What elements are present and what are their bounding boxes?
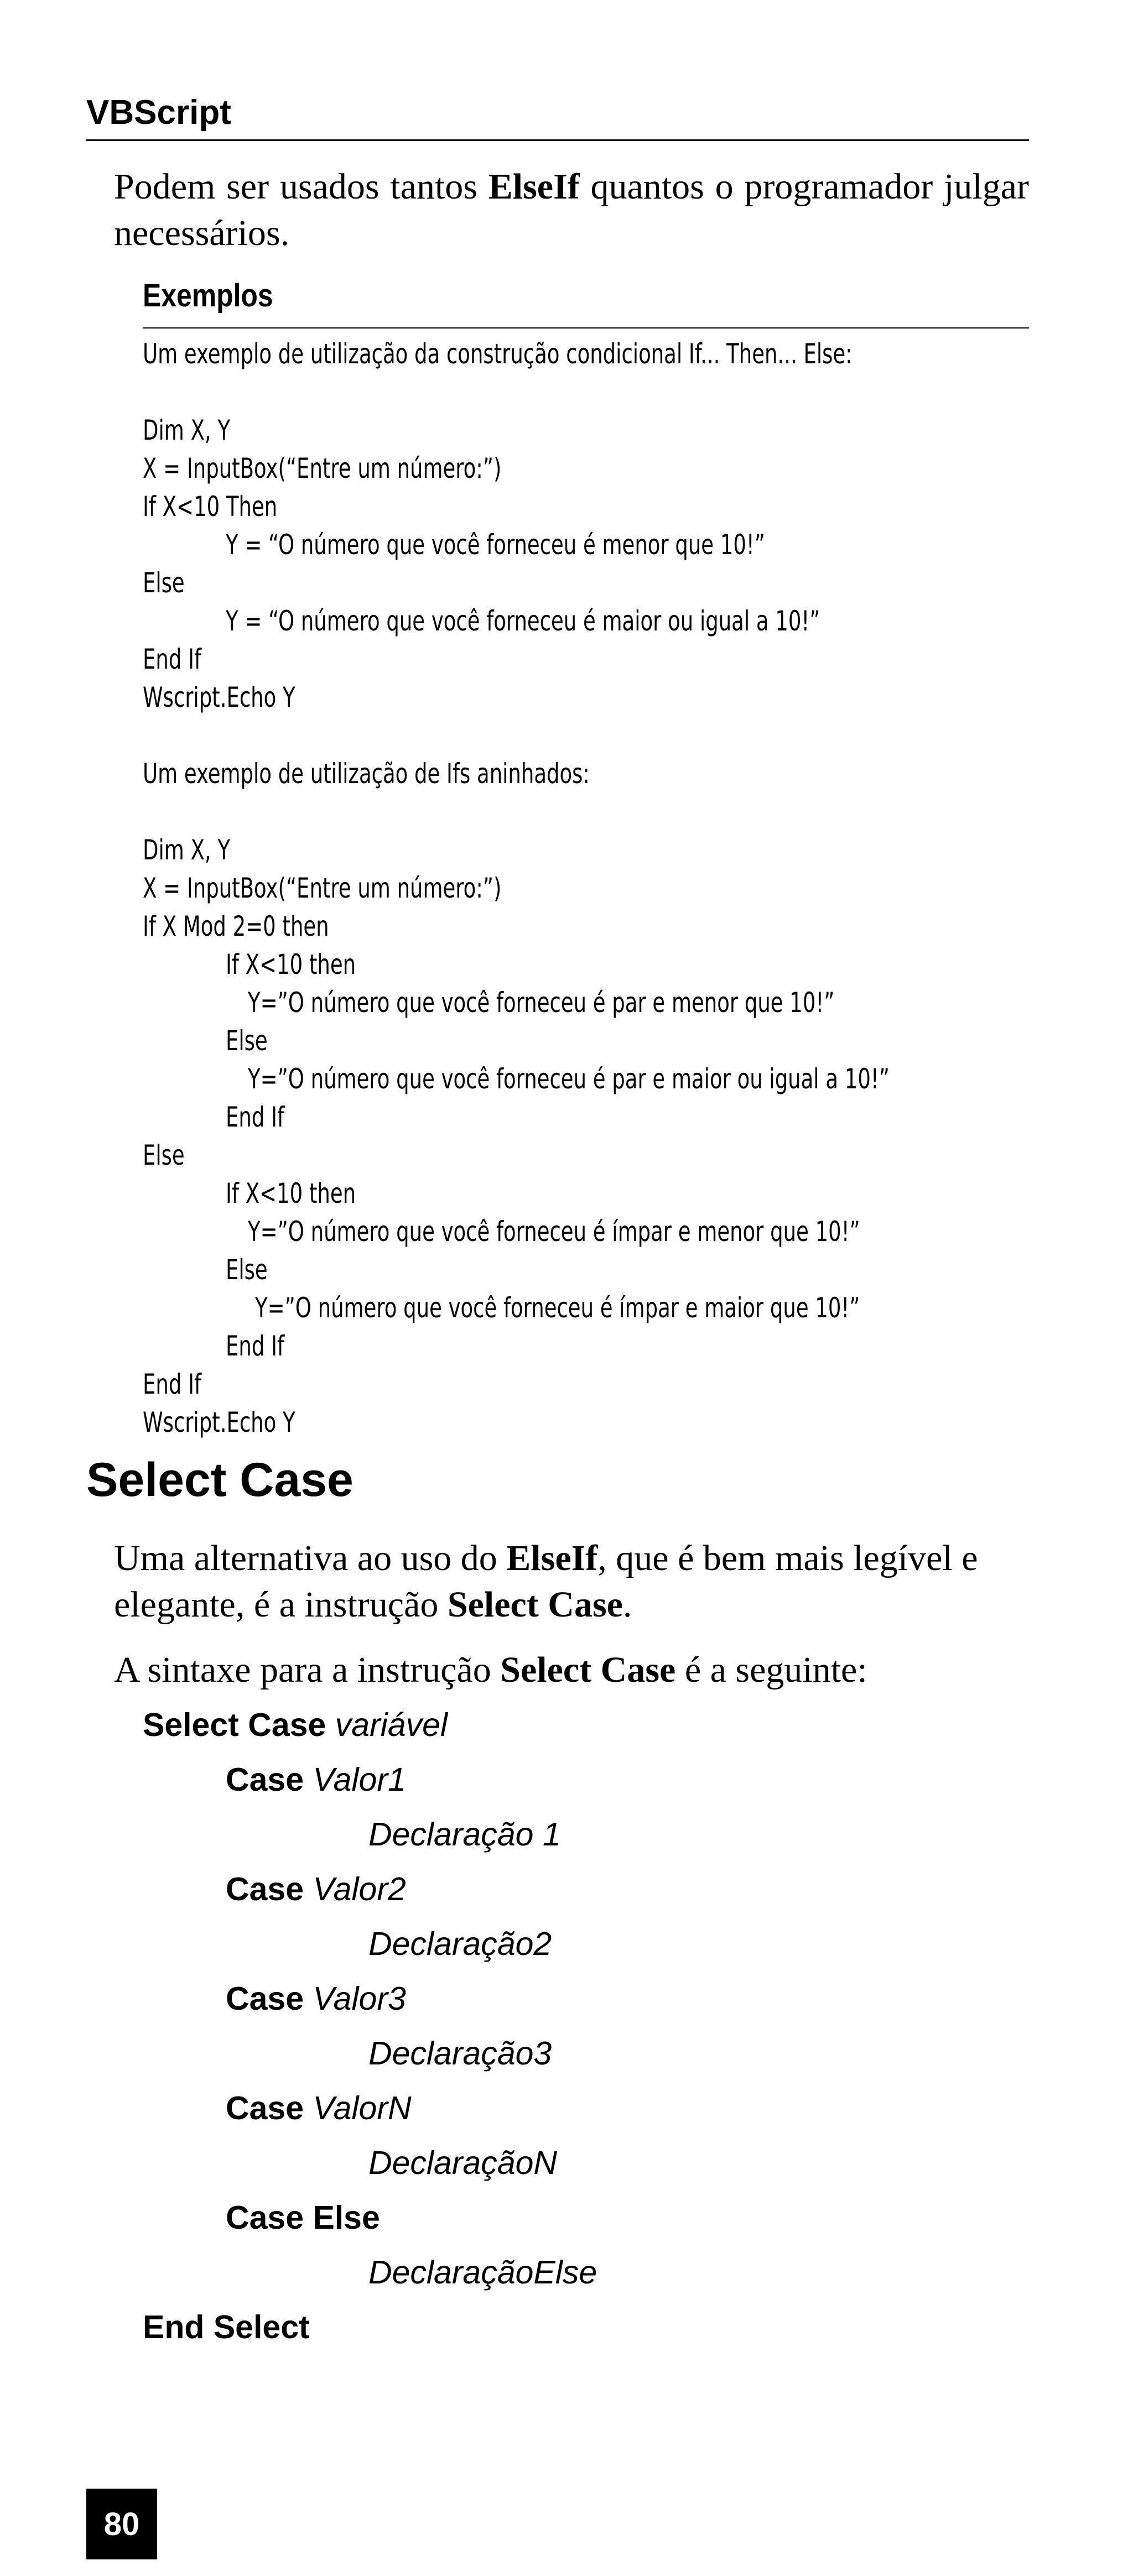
page-number: 80 <box>86 2489 157 2559</box>
syntax-line <box>226 1862 1029 1917</box>
code-line: Y=”O número que você forneceu é par e maior ou igual a 10!” <box>248 1063 890 1095</box>
syntax-line <box>226 2191 1029 2245</box>
para-text: é a seguinte: <box>675 1650 867 1690</box>
select-case-paragraph-2 <box>114 1647 1029 1693</box>
code-line: If X<10 Then <box>143 491 278 523</box>
code-line: End If <box>226 1101 285 1133</box>
syntax-line <box>368 2136 1029 2191</box>
syntax-keyword: Select Case <box>143 1707 326 1743</box>
syntax-argument: Valor1 <box>313 1761 406 1798</box>
syntax-keyword: Case <box>226 2090 304 2126</box>
examples-heading: Exemplos <box>143 278 273 314</box>
examples-divider <box>143 327 1029 328</box>
code-line: Y = “O número que você forneceu é maior ou igual a 10!” <box>226 605 820 637</box>
code-line-blank <box>143 717 798 755</box>
syntax-argument: ValorN <box>313 2090 412 2126</box>
syntax-line <box>226 1972 1029 2026</box>
syntax-line <box>368 2245 1029 2300</box>
code-line: If X<10 then <box>226 948 356 981</box>
syntax-statement: Declaração 1 <box>368 1816 561 1853</box>
syntax-argument: Valor2 <box>313 1871 406 1907</box>
select-case-paragraph-1 <box>114 1535 1029 1628</box>
code-line: If X<10 then <box>226 1177 356 1209</box>
para-text: , que é bem mais legível e elegante, é a instrução <box>114 1538 978 1625</box>
syntax-statement: DeclaraçãoN <box>368 2145 558 2181</box>
syntax-line <box>368 1807 1029 1862</box>
syntax-keyword: End Select <box>143 2309 310 2345</box>
syntax-line <box>368 1917 1029 1972</box>
code-line: Um exemplo de utilização da construção condicional If... Then... Else: <box>143 338 853 370</box>
syntax-line <box>143 2300 1029 2355</box>
code-line: Else <box>143 567 185 599</box>
keyword-elseif: ElseIf <box>506 1538 598 1578</box>
code-line-blank <box>143 793 798 831</box>
syntax-line <box>143 1698 1029 1753</box>
code-line: Else <box>143 1139 185 1171</box>
syntax-argument: variável <box>335 1707 448 1743</box>
section-heading-select-case: Select Case <box>86 1453 354 1506</box>
intro-text-start: Podem ser usados tantos <box>114 166 488 207</box>
code-line: X = InputBox(“Entre um número:”) <box>143 452 502 484</box>
code-line: If X Mod 2=0 then <box>143 910 329 942</box>
intro-keyword-elseif: ElseIf <box>488 166 580 207</box>
syntax-keyword: Case <box>226 1871 304 1907</box>
syntax-line <box>226 2081 1029 2136</box>
code-line: Else <box>226 1025 268 1057</box>
para-text: Uma alternativa ao uso do <box>114 1538 507 1578</box>
intro-paragraph <box>114 164 1029 257</box>
para-text: A sintaxe para a instrução <box>114 1650 501 1690</box>
code-line: Y=”O número que você forneceu é ímpar e maior que 10!” <box>255 1292 860 1324</box>
para-text: . <box>622 1584 632 1625</box>
syntax-line <box>368 2026 1029 2081</box>
code-line: Else <box>226 1254 268 1286</box>
syntax-keyword: Case <box>226 1980 304 2017</box>
code-line: End If <box>226 1330 285 1362</box>
code-line: Wscript.Echo Y <box>143 1406 295 1438</box>
code-line: End If <box>143 643 202 675</box>
code-line: Dim X, Y <box>143 414 231 446</box>
syntax-argument: Valor3 <box>313 1980 406 2017</box>
keyword-select-case: Select Case <box>447 1584 623 1625</box>
code-line: Dim X, Y <box>143 834 231 866</box>
syntax-keyword: Case Else <box>226 2199 380 2236</box>
syntax-line <box>226 1753 1029 1807</box>
code-line-blank <box>143 373 798 411</box>
intro-text-end: quantos o programador julgar necessários. <box>114 166 1030 253</box>
syntax-statement: DeclaraçãoElse <box>368 2254 597 2291</box>
select-case-syntax <box>143 1698 1029 2355</box>
code-line: Y=”O número que você forneceu é par e menor que 10!” <box>248 987 835 1019</box>
code-line: End If <box>143 1368 202 1400</box>
syntax-statement: Declaração3 <box>368 2035 552 2072</box>
code-line: Wscript.Echo Y <box>143 681 295 713</box>
code-line: Y = “O número que você forneceu é menor que 10!” <box>226 529 765 561</box>
running-header: VBScript <box>86 93 231 132</box>
syntax-keyword: Case <box>226 1761 304 1798</box>
code-line: Um exemplo de utilização de Ifs aninhados: <box>143 758 590 790</box>
syntax-statement: Declaração2 <box>368 1926 552 1962</box>
code-line: Y=”O número que você forneceu é ímpar e menor que 10!” <box>248 1216 860 1248</box>
code-examples <box>143 335 1029 1442</box>
keyword-select-case: Select Case <box>500 1650 676 1690</box>
header-divider <box>86 139 1029 141</box>
code-line: X = InputBox(“Entre um número:”) <box>143 872 502 904</box>
